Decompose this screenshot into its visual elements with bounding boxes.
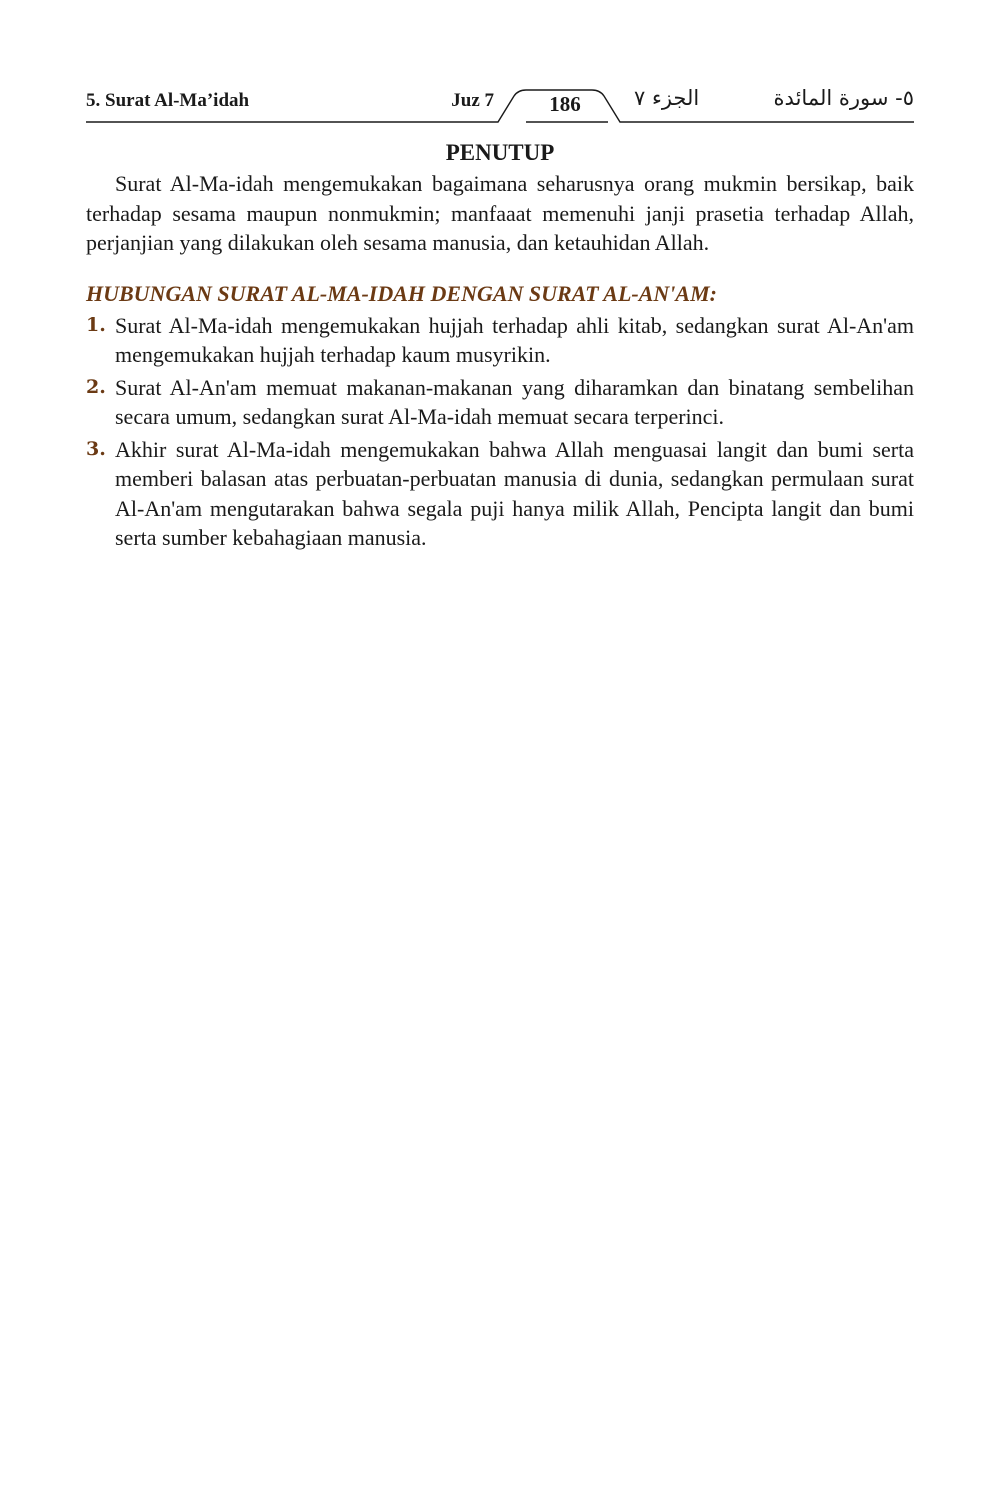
list-item <box>86 311 914 370</box>
relation-list <box>86 311 914 553</box>
list-item-number: 2. <box>86 375 106 398</box>
page-content <box>86 138 914 556</box>
list-item <box>86 373 914 432</box>
relation-heading: HUBUNGAN SURAT AL-MA-IDAH DENGAN SURAT AL-AN'AM: <box>86 280 717 306</box>
section-title: PENUTUP <box>445 140 555 165</box>
list-item <box>86 435 914 553</box>
closing-paragraph: Surat Al-Ma-idah mengemukakan bagaimana seharusnya orang mukmin bersikap, baik terhadap sesama maupun nonmukmin; manfaaat memenuhi janji prasetia terhadap Allah, perjanjian yang dilakukan oleh sesama manusia, dan ketauhidan Allah. <box>86 171 914 255</box>
list-item-text: Surat Al-Ma-idah mengemukakan hujjah terhadap ahli kitab, sedangkan surat Al-An'am mengemukakan hujjah terhadap kaum musyrikin. <box>115 312 914 367</box>
header-arabic-surah: ٥- سورة المائدة <box>773 86 914 110</box>
running-header <box>86 84 914 124</box>
list-item-text: Surat Al-An'am memuat makanan-makanan yang diharamkan dan binatang sembelihan secara umum, sedangkan surat Al-Ma-idah memuat secara terperinci. <box>115 374 914 429</box>
list-item-text: Akhir surat Al-Ma-idah mengemukakan bahwa Allah menguasai langit dan bumi serta memberi balasan atas perbuatan-perbuatan manusia di dunia, sedangkan permulaan surat Al-An'am mengutarakan bahwa segala puji hanya milik Allah, Pencipta langit dan bumi serta sumber kebahagiaan manusia. <box>115 436 914 550</box>
header-arabic-juz: الجزء ٧ <box>634 86 700 110</box>
list-item-number: 1. <box>86 313 106 336</box>
list-item-number: 3. <box>86 437 106 460</box>
header-juz-label: Juz 7 <box>451 90 494 111</box>
header-surah-title: 5. Surat Al-Ma’idah <box>86 90 250 111</box>
page-number: 186 <box>549 92 581 116</box>
